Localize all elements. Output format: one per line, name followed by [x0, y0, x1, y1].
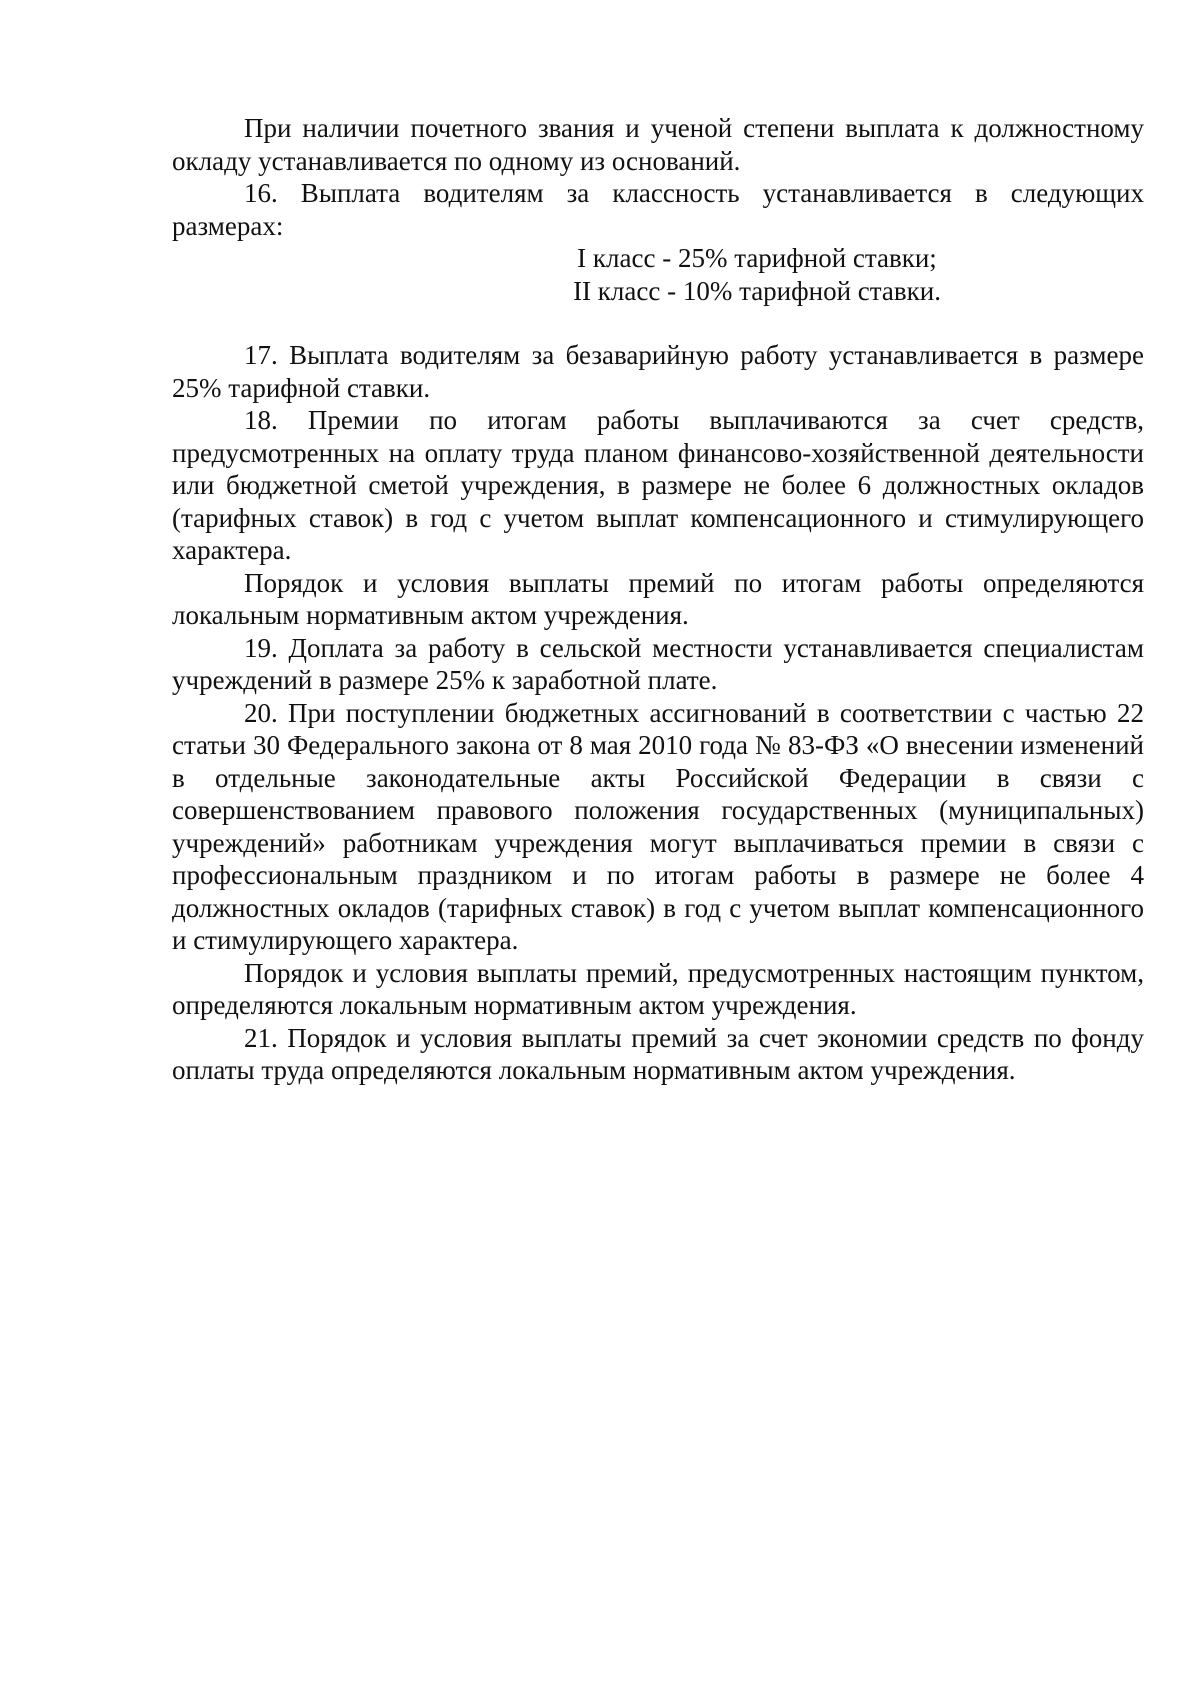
class-rates-list [172, 242, 1144, 307]
paragraph-17-accident-free: 17. Выплата водителям за безаварийную работу устанавливается в размере 25% тарифной ставки. [172, 340, 1144, 403]
spacer [172, 307, 1144, 339]
class-rate-item-2: II класс - 10% тарифной ставки. [573, 275, 941, 306]
paragraph-20-procedure: Порядок и условия выплаты премий, предусмотренных настоящим пунктом, определяются локальным нормативным актом учреждения. [172, 957, 1144, 1020]
paragraph-honorary-title: При наличии почетного звания и ученой степени выплата к должностному окладу устанавливается по одному из оснований. [172, 113, 1144, 176]
paragraph-18-procedure: Порядок и условия выплаты премий по итогам работы определяются локальным нормативным актом учреждения. [172, 567, 1144, 630]
paragraph-20-budget-allocations: 20. При поступлении бюджетных ассигнований в соответствии с частью 22 статьи 30 Федерального закона от 8 мая 2010 года № 83-ФЗ «О внесении изменений в отдельные законодательные акты Российской Федерации в связи с совершенствованием правового положения государственных (муниципальных) учреждений» работникам учреждения могут выплачиваться премии в связи с профессиональным праздником и по итогам работы в размере не более 4 должностных окладов (тарифных ставок) в год с учетом выплат компенсационного и стимулирующего характера. [172, 697, 1144, 955]
document-body [172, 112, 1144, 1087]
paragraph-19-rural-allowance: 19. Доплата за работу в сельской местности устанавливается специалистам учреждений в размере 25% к заработной плате. [172, 632, 1144, 695]
class-rate-item-1: I класс - 25% тарифной ставки; [577, 243, 937, 273]
paragraph-21-savings-bonuses: 21. Порядок и условия выплаты премий за счет экономии средств по фонду оплаты труда определяются локальным нормативным актом учреждения. [172, 1022, 1144, 1085]
paragraph-16-driver-class: 16. Выплата водителям за классность устанавливается в следующих размерах: [172, 178, 1144, 241]
paragraph-18-bonuses: 18. Премии по итогам работы выплачиваются за счет средств, предусмотренных на оплату труда планом финансово-хозяйственной деятельности или бюджетной сметой учреждения, в размере не более 6 должностных окладов (тарифных ставок) в год с учетом выплат компенсационного и стимулирующего характера. [172, 405, 1144, 565]
